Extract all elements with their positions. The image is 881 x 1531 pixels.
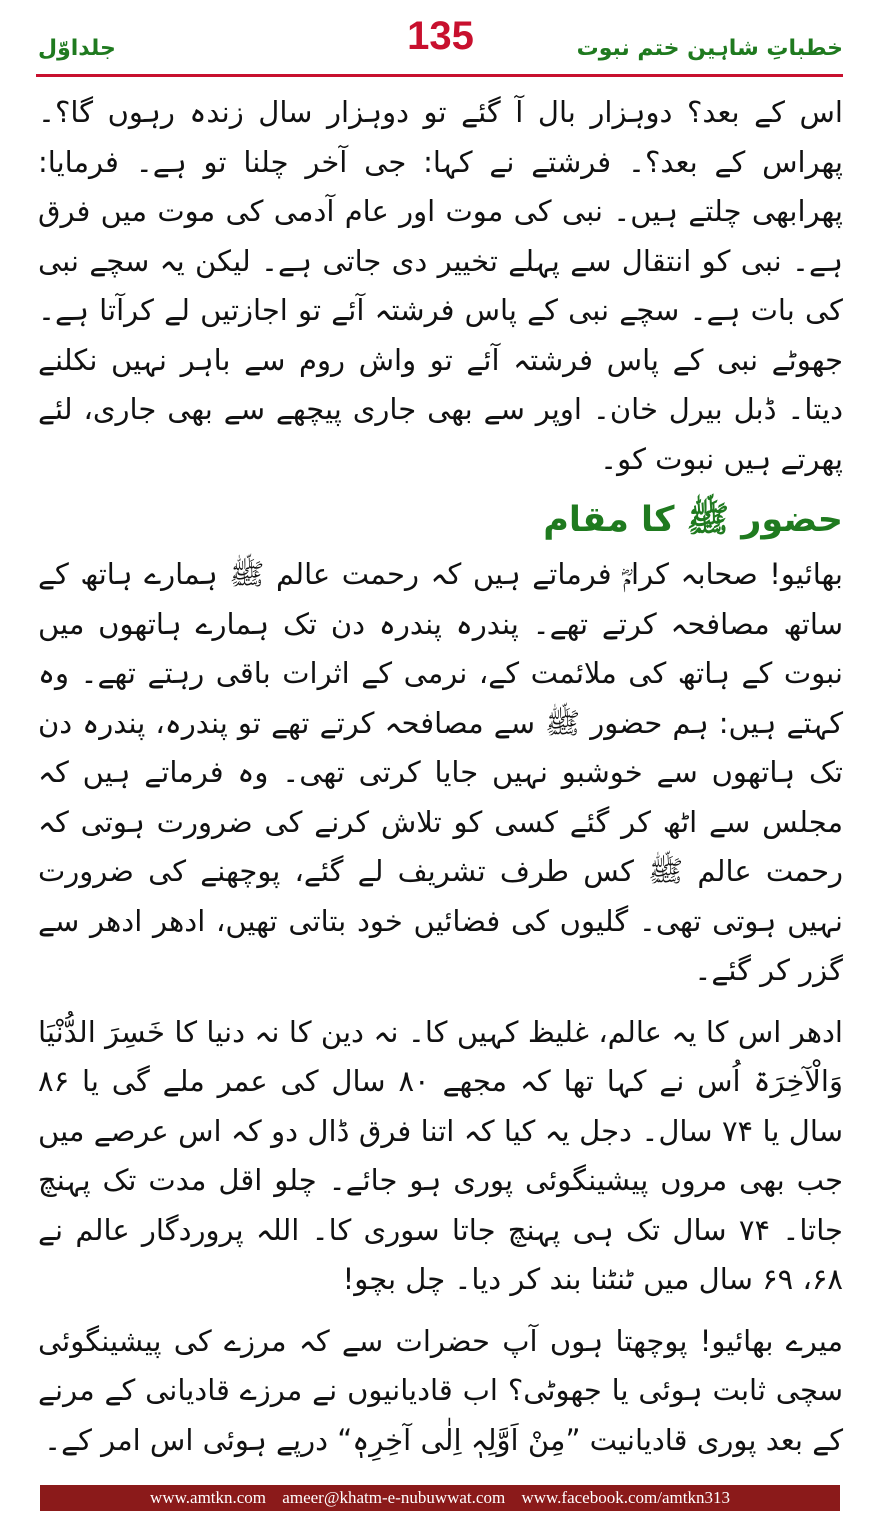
footer-facebook-link[interactable]: www.facebook.com/amtkn313 (521, 1488, 730, 1507)
footer-website-link[interactable]: www.amtkn.com (150, 1488, 267, 1507)
page-content (38, 88, 843, 1471)
page-number: 135 (407, 14, 474, 58)
paragraph-2: بھائیو! صحابہ کرامؓ فرماتے ہیں کہ رحمت عالم ﷺ ہمارے ہاتھ کے ساتھ مصافحہ کرتے تھے۔ پندرہ پندرہ دن تک ہمارے ہاتھوں میں نبوت کے ہاتھ کی ملائمت کے، نرمی کے اثرات باقی رہتے تھے۔ وہ کہتے ہیں: ہم حضور ﷺ سے مصافحہ کرتے تھے تو پندرہ، پندرہ دن تک ہاتھوں سے خوشبو نہیں جایا کرتی تھی۔ وہ فرماتے ہیں کہ مجلس سے اٹھ کر گئے کسی کو تلاش کرنے کی ضرورت ہوتی کہ رحمت عالم ﷺ کس طرف تشریف لے گئے، پوچھنے کی ضرورت نہیں ہوتی تھی۔ گلیوں کی فضائیں خود بتاتی تھیں، ادھر ادھر سے گزر کر گئے۔ (38, 557, 843, 987)
book-title: خطباتِ شاہین ختم نبوت (576, 36, 843, 61)
paragraph-4: میرے بھائیو! پوچھتا ہوں آپ حضرات سے کہ مرزے کی پیشینگوئی سچی ثابت ہوئی یا جھوٹی؟ اب قادیانیوں نے مرزے قادیانی کے مرنے کے بعد پوری قادیانیت ”مِنْ اَوَّلِہٖ اِلٰی آخِرِہٖ“ درپے ہوئی اس امر کے۔ (38, 1323, 843, 1457)
header-divider (36, 74, 843, 77)
paragraph-1: اس کے بعد؟ دوہزار بال آ گئے تو دوہزار سال زندہ رہوں گا؟۔ پھراس کے بعد؟۔ فرشتے نے کہا: جی آخر چلنا تو ہے۔ فرمایا: پھرابھی چلتے ہیں۔ نبی کی موت اور عام آدمی کی موت میں فرق ہے۔ نبی کو انتقال سے پہلے تخییر دی جاتی ہے۔ لیکن یہ سچے نبی کی بات ہے۔ سچے نبی کے پاس فرشتہ آئے تو اجازتیں لے کرآتا ہے۔ جھوٹے نبی کے پاس فرشتہ آئے تو واش روم سے باہر نہیں نکلنے دیتا۔ ڈبل بیرل خان۔ اوپر سے بھی جاری پیچھے سے بھی جاری، لئے پھرتے ہیں نبوت کو۔ (38, 95, 843, 476)
section-heading: حضور ﷺ کا مقام (543, 500, 843, 540)
footer-bar (40, 1485, 840, 1511)
footer-email-link[interactable]: ameer@khatm-e-nubuwwat.com (282, 1488, 506, 1507)
volume-label: جلداوّل (38, 36, 116, 61)
page-header (38, 14, 843, 66)
paragraph-3: ادھر اس کا یہ عالم، غلیظ کہیں کا۔ نہ دین کا نہ دنیا کا خَسِرَ الدُّنْیَا وَالْآخِرَۃ اُس نے کہا تھا کہ مجھے ۸۰ سال کی عمر ملے گی یا ۸۶ سال یا ۷۴ سال۔ دجل یہ کیا کہ اتنا فرق ڈال دو کہ اس عرصے میں جب بھی مروں پیشینگوئی پوری ہو جائے۔ چلو اقل مدت تک پہنچ جاتا۔ ۷۴ سال تک ہی پہنچ جاتا سوری کا۔ اللہ پروردگار عالم نے ۶۸، ۶۹ سال میں ٹنٹنا بند کر دیا۔ چل بچو! (38, 1014, 843, 1296)
